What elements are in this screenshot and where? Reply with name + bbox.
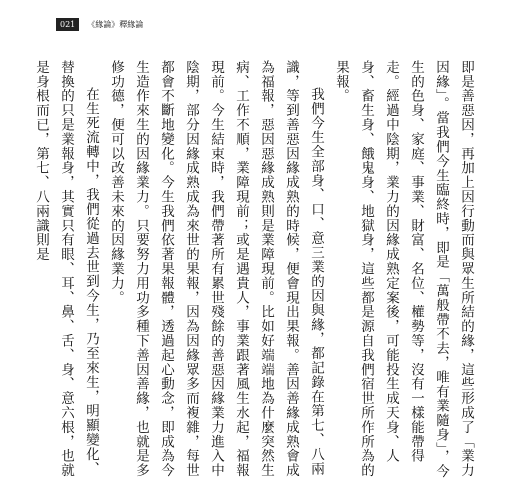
running-title: 《緣論》釋緣論 — [87, 20, 144, 29]
page-number: 021 — [56, 18, 79, 31]
vertical-body-text — [33, 60, 478, 480]
page-header — [56, 18, 143, 31]
paragraph-3: 在生死流轉中，我們從過去世到今生，乃至來生，明顯變化、替換的只是業報身，其實只有眼、耳、鼻、舌、身、意六根，也就是身根而已，第七、八兩識則是 — [33, 60, 99, 478]
paragraph-2: 我們今生全部身、口、意三業的因與緣，都記錄在第七、八兩識，等到善惡因緣成熟的時候，便會現出果報。善因善緣成熟會成為福報，惡因惡緣成熟則是業障現前。比如好端端地為什麼突然生病、工作不順，業障現前；或是遇貴人，事業跟著風生水起，福報現前。今生結束時，我們帶著所有累世殘餘的善惡因緣業力進入中陰期，部分因緣成熟成為來世的果報，因為因緣眾多而複雜，每世都會不斷地變化。今生我們依著果報體，透過起心動念，即成為今生造作來生的因緣業力。只要努力用功多種下善因善緣，也就是多修功德，便可以改善未來的因緣業力。 — [108, 60, 324, 478]
paragraph-1: 即是善惡因，再加上因行動而與眾生所結的緣，這些形成了「業力因緣」。當我們今生臨終時，即是「萬般帶不去，唯有業隨身」，今生的色身、家庭、事業、財富、名位、權勢等，沒有一樣能帶得走。經過中陰期，業力的因緣成熟定案後，可能投生成天身、人身、畜生身、餓鬼身、地獄身，這些都是源自我們宿世所作所為的果報。 — [333, 60, 474, 479]
